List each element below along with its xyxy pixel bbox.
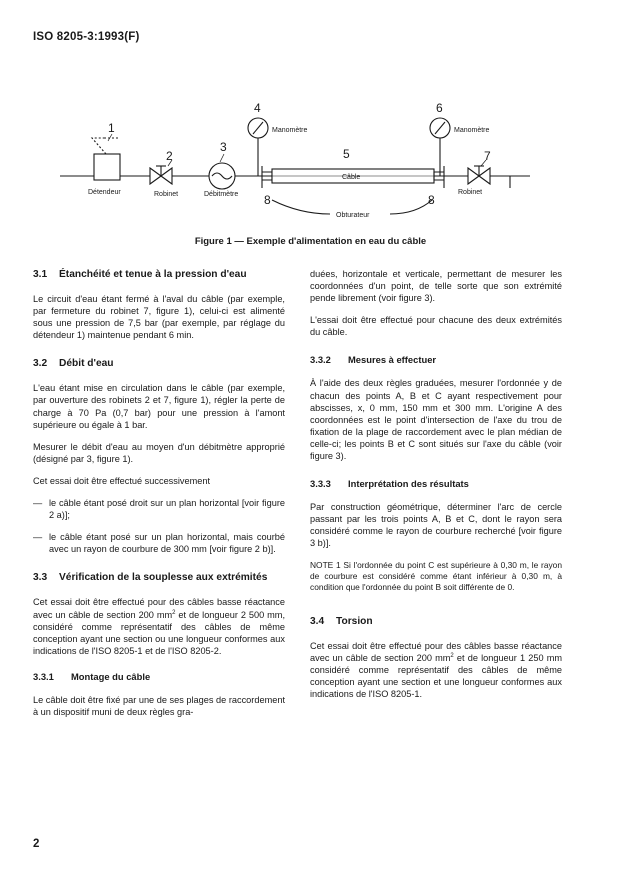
right-column: [310, 268, 562, 710]
label-manometre-left: Manomètre: [272, 127, 308, 134]
water-supply-diagram: [60, 96, 530, 226]
continued-text: duées, horizontale et verticale, permettant de mesurer les coordonnées d'un point, de telle sorte que son extrémité pende librement (voir figure 3).: [310, 269, 562, 304]
label-robinet-left: Robinet: [154, 191, 179, 198]
label-robinet-right: Robinet: [458, 189, 483, 196]
label-debitmetre: Débitmètre: [204, 191, 239, 198]
page-number: 2: [33, 838, 40, 850]
figure-number-2: 2: [166, 149, 173, 163]
list-item: — le câble étant posé droit sur un plan horizontal [voir figure 2 a)];: [33, 498, 285, 521]
each-end-text: L'essai doit être effectué pour chacune des deux extrémités du câble.: [310, 315, 562, 338]
section-3-4-heading: 3.4 Torsion: [310, 615, 373, 627]
obturator-leader: [272, 200, 330, 214]
document-header: ISO 8205-3:1993(F): [33, 31, 140, 43]
label-detendeur: Détendeur: [88, 189, 121, 196]
figure-number-7: 7: [484, 149, 491, 163]
figure-number-4: 4: [254, 101, 261, 115]
regulator-shape: [94, 154, 120, 180]
section-3-3-heading: 3.3 Vérification de la souplesse aux extrémités: [33, 572, 268, 584]
figure-number-8-left: 8: [264, 193, 271, 207]
note-1: NOTE 1 Si l'ordonnée du point C est supérieure à 0,30 m, le rayon de courbure est considéré comme étant inférieur à 0,30 m, à condition que l'ordonnée du point B soit différente de 0.: [310, 559, 562, 592]
leader-line-3: [220, 154, 224, 162]
obturator-leader: [390, 200, 432, 214]
figure-caption: Figure 1 — Exemple d'alimentation en eau du câble: [194, 236, 427, 247]
figure-number-1: 1: [108, 121, 115, 135]
regulator-dashed-line: [92, 138, 106, 154]
figure-number-8-right: 8: [428, 193, 435, 207]
list-item: — le câble étant posé sur un plan horizontal, mais courbé avec un rayon de courbure de 300 mm [voir figure 2 b)].: [33, 532, 285, 555]
figure-number-5: 5: [343, 147, 350, 161]
section-3-1-heading: 3.1 Étanchéité et tenue à la pression d'eau: [33, 269, 247, 280]
left-column: [33, 268, 285, 728]
label-obturateur: Obturateur: [336, 212, 370, 219]
section-3-3-2-text: À l'aide des deux règles graduées, mesurer l'ordonnée y de chacun des points A, B et C ayant respectivement pour abscisses, x, 0 mm, 150 mm et 300 mm. L'origine A des coordonnées est le point d'intersection de l'axe du trou de fixation de la plage de raccordement avec le plan médian de celle-ci; les points B et C sont situés sur l'axe du câble (voir figure 3).: [310, 378, 562, 462]
section-3-3-text: Cet essai doit être effectué pour des câbles basse réactance avec un câble de section 200 $mm^2$ et de longueur 2 500 mm, considéré comme représentatif des câbles de même conception ayant une section ou une longueur conformes aux indications de l'ISO 8205-1 et de l'ISO 8205-2.: [33, 597, 285, 656]
section-3-1-text: Le circuit d'eau étant fermé à l'aval du câble (par exemple, par fermeture du robinet 7, figure 1), celui-ci est alimenté sous une pression de 7,5 bar (par exemple, par réglage du détendeur 1) maintenue pendant 6 min.: [33, 294, 285, 341]
section-3-2-heading: 3.2 Débit d'eau: [33, 358, 114, 370]
section-3-3-3-text: Par construction géométrique, déterminer l'arc de cercle passant par les trois points A, B et C, dont le rayon sera considéré comme le rayon de courbure recherché [voir figure 3 b)].: [310, 502, 562, 549]
section-3-4-text: Cet essai doit être effectué pour des câbles basse réactance avec un câble de section 200 $mm^2$ et de longueur 1 250 mm considéré comme représentatif des câbles de même conception ayant une section et une longueur conformes aux indications de l'ISO 8205-1.: [310, 640, 563, 699]
figure-number-6: 6: [436, 101, 443, 115]
section-3-3-3-heading: 3.3.3 Interprétation des résultats: [310, 478, 469, 490]
section-3-3-2-heading: 3.3.2 Mesures à effectuer: [310, 354, 437, 366]
label-cable: Câble: [342, 174, 361, 181]
section-3-3-1-heading: 3.3.1 Montage du câble: [33, 670, 151, 682]
figure-number-3: 3: [220, 140, 227, 154]
section-3-2-text: Mesurer le débit d'eau au moyen d'un débitmètre approprié (désigné par 3, figure 1).: [33, 441, 285, 464]
section-3-3-1-text: Le câble doit être fixé par une de ses plages de raccordement à un dispositif muni de deux règles gra-: [33, 694, 285, 717]
section-3-2-text: L'eau étant mise en circulation dans le câble (par exemple, par ouverture des robinets 2 et 7, figure 1), régler la perte de charge à 70 Pa (0,7 bar) pour une pression à l'amont supérieure ou égale à 1 bar.: [33, 383, 285, 430]
label-manometre-right: Manomètre: [454, 127, 490, 134]
section-3-2-text: Cet essai doit être effectué successivement: [33, 475, 211, 486]
